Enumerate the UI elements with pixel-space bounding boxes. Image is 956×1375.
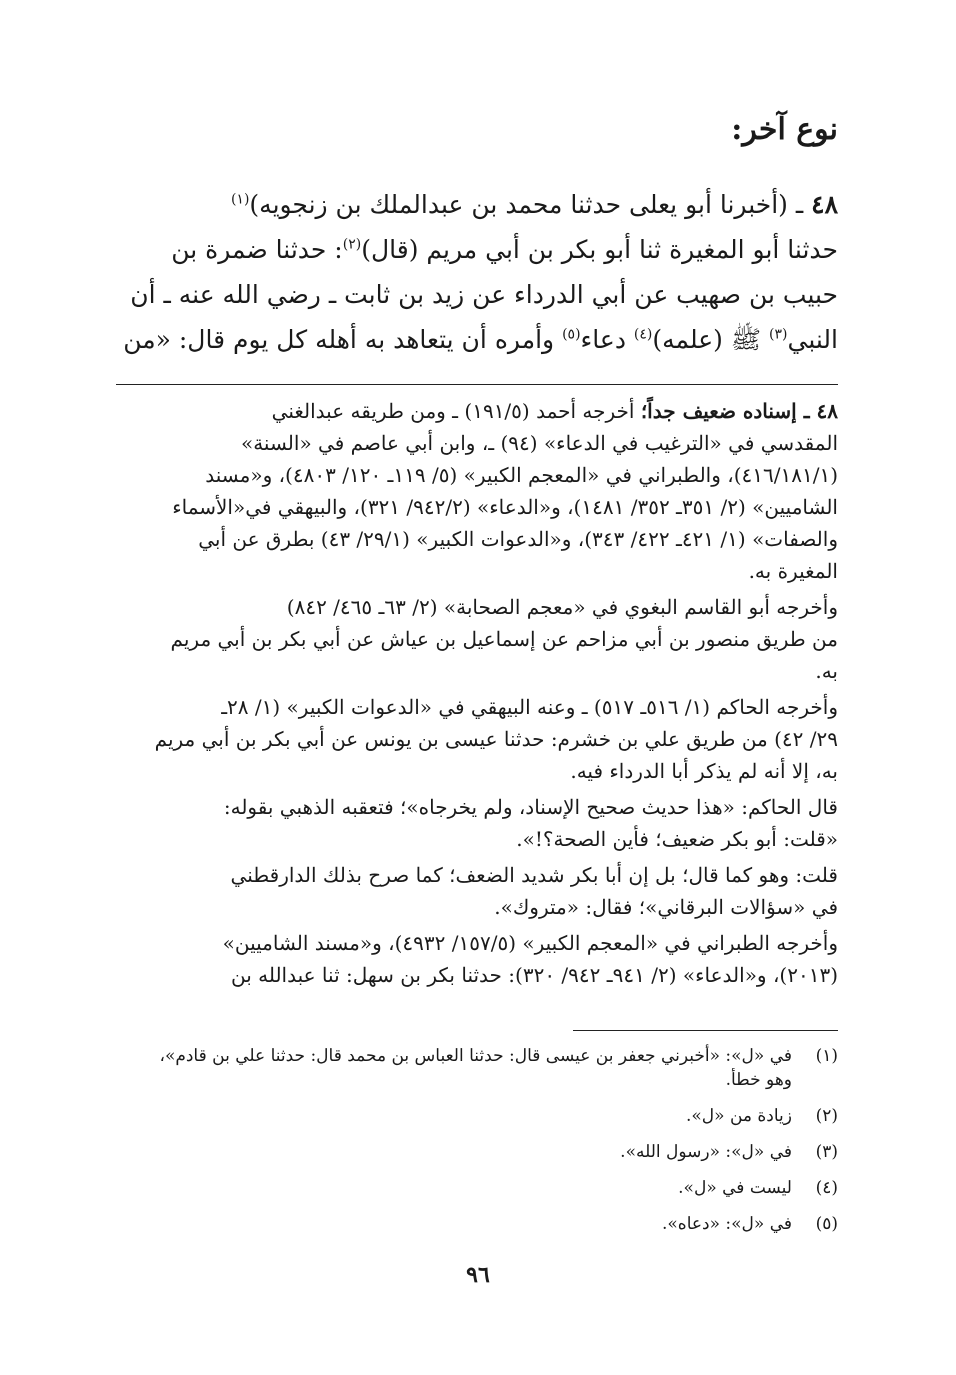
section-heading: نوع آخر: <box>731 112 838 147</box>
footnote-ref-2: (٢) <box>342 236 362 253</box>
takhrij-line: في «سؤالات البرقاني»؛ فقال: «متروك». <box>494 895 838 919</box>
takhrij-line: وأخرجه الطبراني في «المعجم الكبير» (١٥٧/٥/ ٤٩٣٢)، و«مسند الشاميين» <box>222 931 838 955</box>
footnotes <box>116 1044 838 1248</box>
footnote-ref-3: (٣) <box>769 326 788 343</box>
takhrij-line: (٤١٦/١٨١/١)، والطبراني في «المعجم الكبير» (٥/ ١١٩ـ ١٢٠/ ٤٨٠٣)، و«مسند <box>205 463 838 487</box>
footnote-ref-1: (١) <box>230 191 250 208</box>
takhrij-paragraph-3 <box>116 691 838 787</box>
footnote-number: (١) <box>815 1046 838 1066</box>
hadith-line-3: حبيب بن صهيب عن أبي الدرداء عن زيد بن ثابت ـ رضي الله عنه ـ أن <box>130 280 838 309</box>
grading-label: ٤٨ ـ إسناده ضعيف جداً؛ <box>640 399 838 423</box>
takhrij-line: قلت: وهو كما قال؛ بل إن أبا بكر شديد الضعف؛ كما صرح بذلك الدارقطني <box>230 863 838 887</box>
takhrij-line: به. <box>815 659 838 683</box>
hadith-line-4: النبي$^{(٣)}$ ﷺ (علمه)$^{(٤)}$ دعاء$^{(٥)}$ وأمره أن يتعاهد به أهله كل يوم قال: «من <box>123 325 838 354</box>
takhrij-line: به، إلا أنه لم يذكر أبا الدرداء فيه. <box>570 759 838 783</box>
takhrij-line: «قلت: أبو بكر ضعيف؛ فأين الصحة؟!». <box>516 827 838 851</box>
footnote-number: (٤) <box>815 1178 838 1198</box>
takhrij-line: والصفات» (١/ ٤٢١ـ ٤٢٢/ ٣٤٣)، و«الدعوات الكبير» (٢٩/١/ ٤٣) بطرق عن أبي <box>198 527 838 551</box>
takhrij-line: من طريق منصور بن أبي مزاحم عن إسماعيل بن عياش عن أبي بكر بن أبي مريم <box>170 627 838 651</box>
footnote-text: في «ل»: «أخبرني جعفر بن عيسى قال: حدثنا العباس بن محمد قال: حدثنا علي بن قادم»، وهو خطأ. <box>159 1046 792 1090</box>
footnote-number: (٥) <box>815 1214 838 1234</box>
footnote-number: (٢) <box>815 1106 838 1126</box>
takhrij-line: المغيرة به. <box>748 559 838 583</box>
main-separator-rule <box>116 384 838 385</box>
takhrij-paragraph-1 <box>116 395 838 587</box>
takhrij-line: المقدسي في «الترغيب في الدعاء» (٩٤) ـ، وابن أبي عاصم في «السنة» <box>240 431 838 455</box>
takhrij-line: قال الحاكم: «هذا حديث صحيح الإسناد، ولم يخرجاه»؛ فتعقبه الذهبي بقوله: <box>223 795 838 819</box>
footnote-item <box>116 1176 838 1200</box>
footnote-number: (٣) <box>815 1142 838 1162</box>
takhrij-section <box>116 395 838 995</box>
takhrij-line: (٢٠١٣)، و«الدعاء» (٢/ ٩٤١ـ ٩٤٢/ ٣٢٠): حدثنا بكر بن سهل: ثنا عبدالله بن <box>230 963 838 987</box>
footnote-item <box>116 1140 838 1164</box>
footnote-text: في «ل»: «رسول الله». <box>620 1142 792 1162</box>
hadith-text <box>116 182 838 362</box>
footnote-ref-5: (٥) <box>562 326 581 343</box>
footnote-text: ليست في «ل». <box>678 1178 792 1198</box>
takhrij-paragraph-6 <box>116 927 838 991</box>
takhrij-line: وأخرجه أبو القاسم البغوي في «معجم الصحابة» (٢/ ٦٣ـ ٤٦٥/ ٨٤٢) <box>286 595 838 619</box>
takhrij-line: الشاميين» (٢/ ٣٥١ـ ٣٥٢/ ١٤٨١)، و«الدعاء» (٩٤٢/٢/ ٣٢١)، والبيهقي في«الأسماء <box>172 495 838 519</box>
takhrij-line: وأخرجه الحاكم (١/ ٥١٦ـ ٥١٧) ـ وعنه البيهقي في «الدعوات الكبير» (١/ ٢٨ـ <box>221 695 838 719</box>
footnote-ref-4: (٤) <box>633 326 653 343</box>
footnote-item <box>116 1044 838 1092</box>
footnote-item <box>116 1212 838 1236</box>
takhrij-line: ٤٨ ـ إسناده ضعيف جداً؛ أخرجه أحمد (١٩١/٥) ـ ومن طريقه عبدالغني <box>271 399 838 423</box>
hadith-line-2: حدثنا أبو المغيرة ثنا أبو بكر بن أبي مريم (قال)$^{(٢)}$: حدثنا ضمرة بن <box>171 235 838 264</box>
footnote-text: في «ل»: «دعاه». <box>662 1214 792 1234</box>
takhrij-line: ٢٩/ ٤٢) من طريق علي بن خشرم: حدثنا عيسى بن يونس عن أبي بكر بن أبي مريم <box>154 727 838 751</box>
hadith-number: ٤٨ <box>811 190 838 219</box>
footnote-item <box>116 1104 838 1128</box>
footnote-text: زيادة من «ل». <box>685 1106 792 1126</box>
page-number: ٩٦ <box>466 1262 490 1288</box>
takhrij-paragraph-2 <box>116 591 838 687</box>
hadith-line-1: ٤٨ ـ (أخبرنا أبو يعلى حدثنا محمد بن عبدالملك بن زنجويه)$^{(١)}$ <box>230 190 838 219</box>
takhrij-paragraph-4 <box>116 791 838 855</box>
footnote-separator-rule <box>573 1030 838 1031</box>
takhrij-paragraph-5 <box>116 859 838 923</box>
